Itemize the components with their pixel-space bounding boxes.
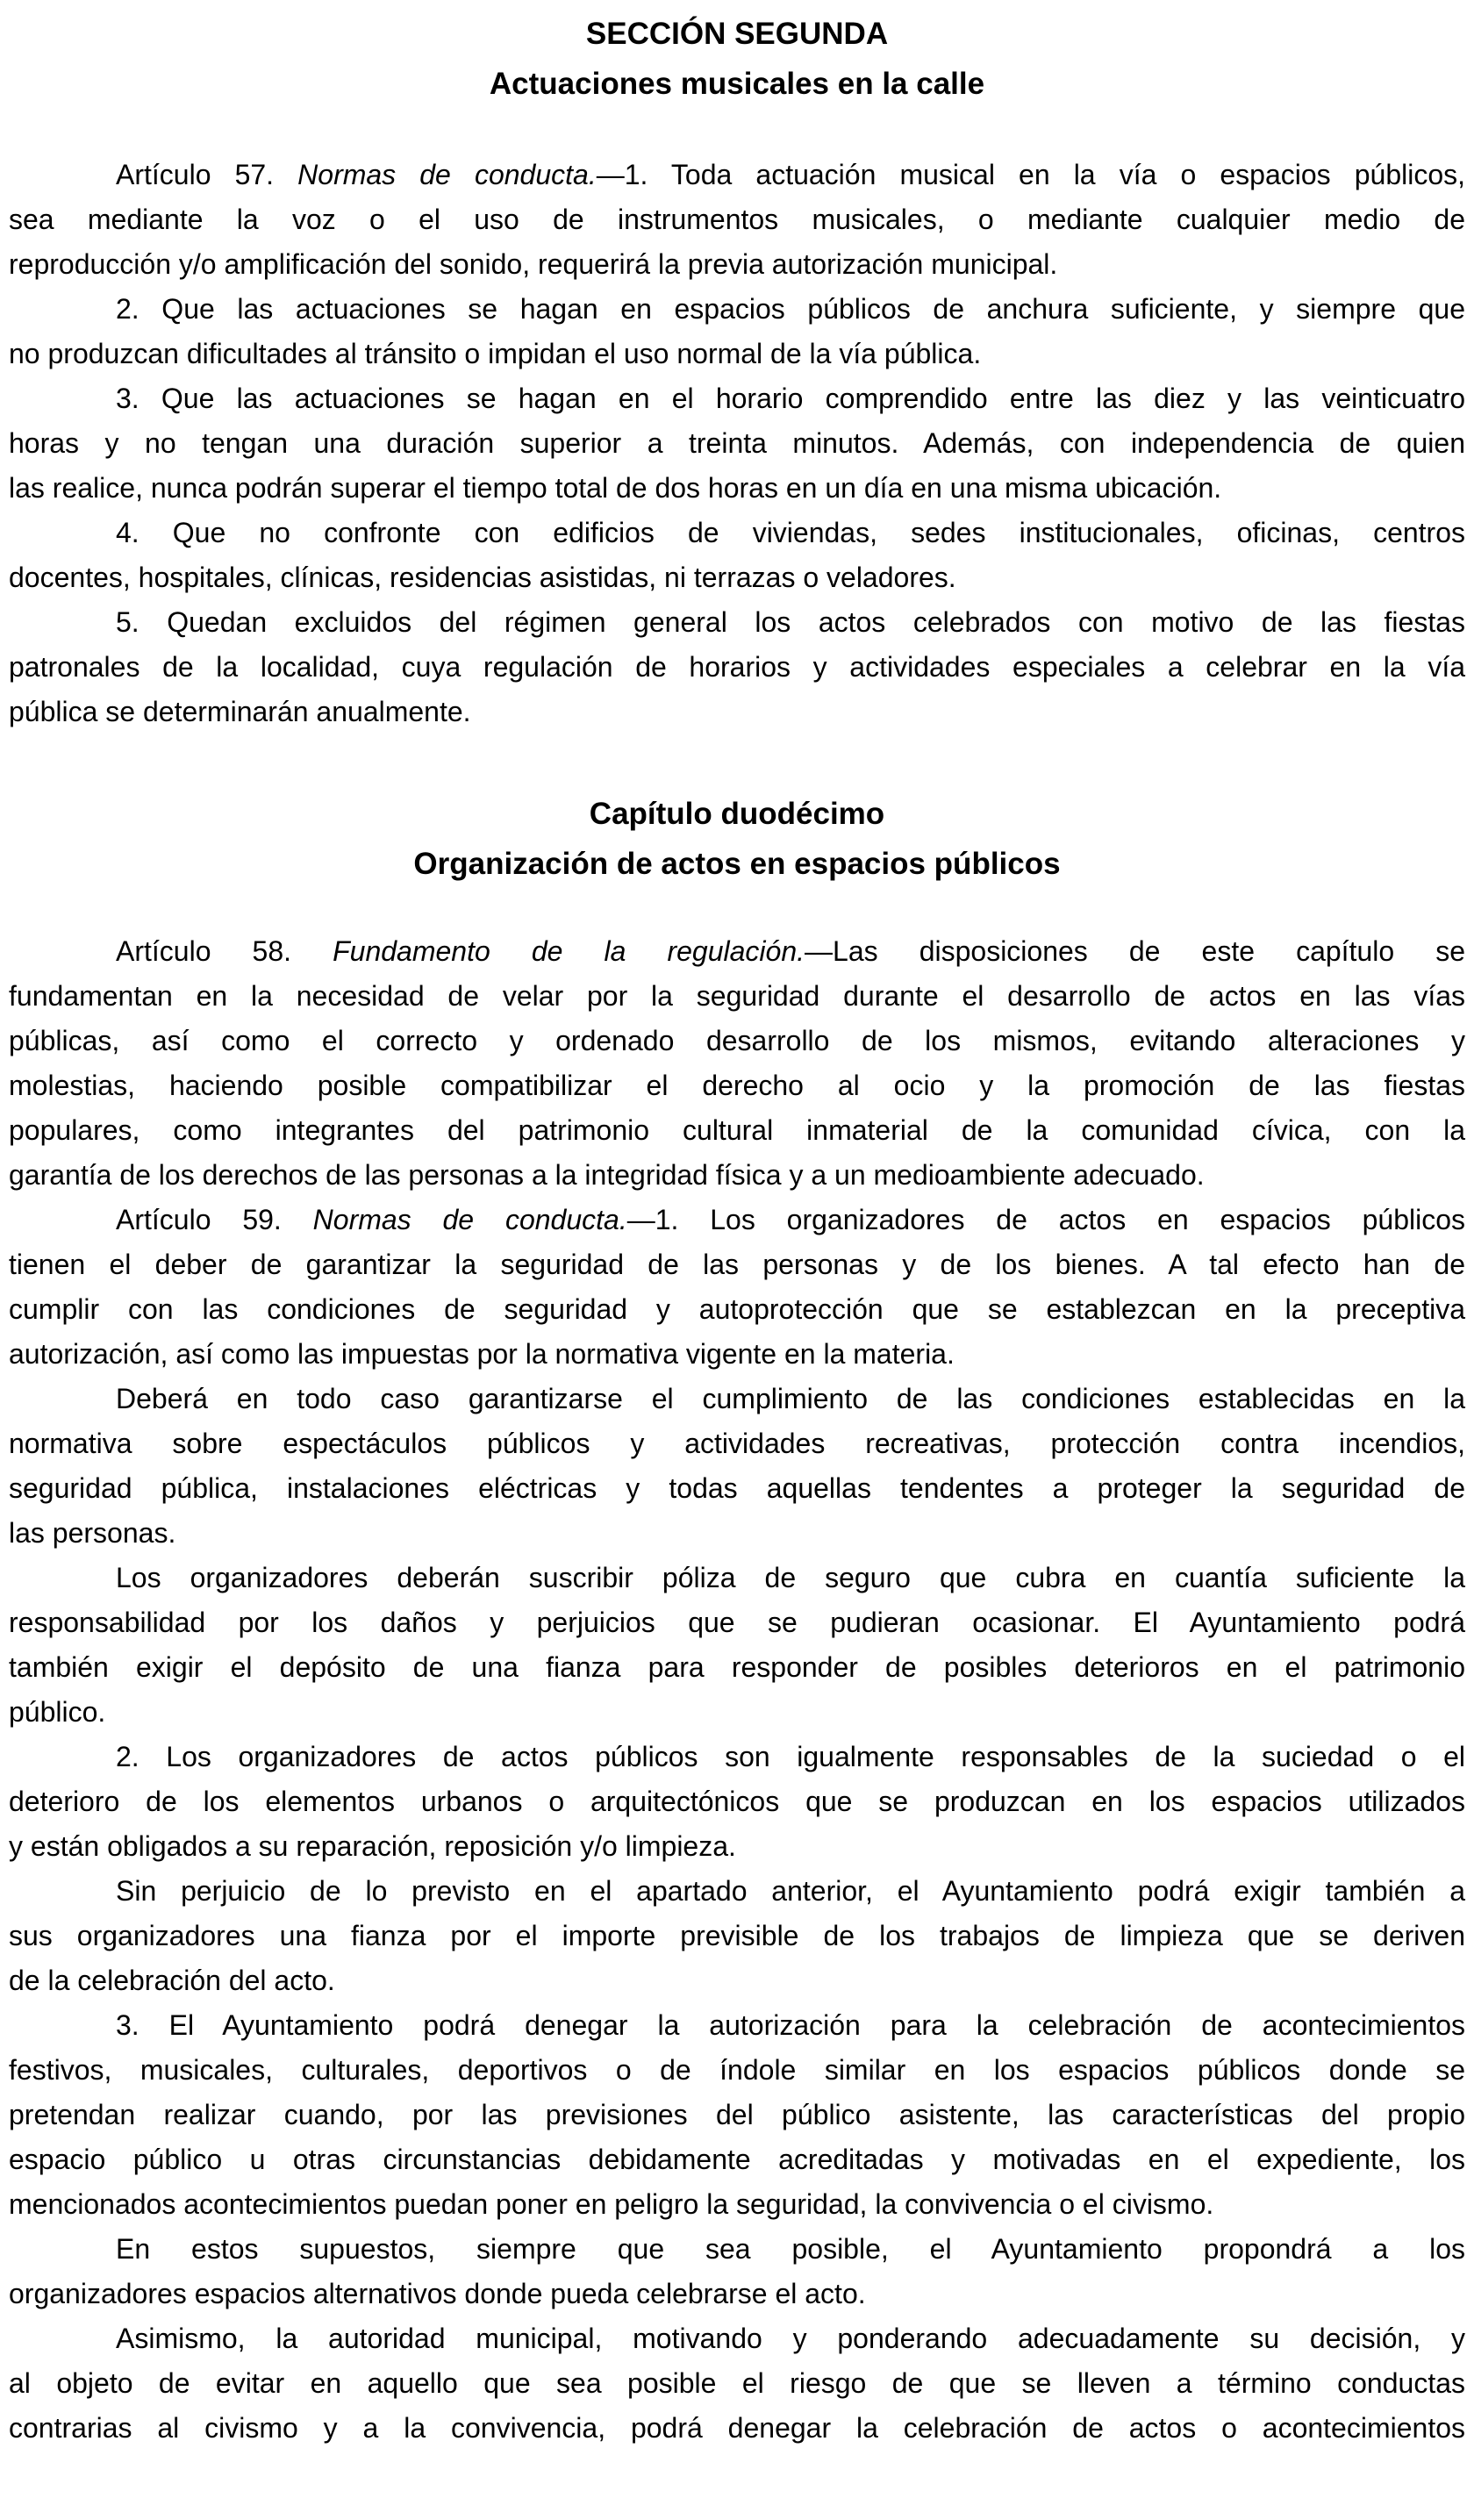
text-line	[9, 2361, 1465, 2406]
text-segment: las realice, nunca podrán superar el tiempo total de dos horas en un día en una misma ubicación.	[9, 472, 1222, 504]
text-line	[9, 645, 1465, 690]
text-line	[9, 600, 1465, 645]
text-segment: festivos, musicales, culturales, deportivos o de índole similar en los espacios públicos donde se	[9, 2054, 1465, 2086]
text-line	[9, 332, 1465, 376]
text-line	[9, 466, 1465, 511]
text-line	[9, 421, 1465, 466]
text-segment: Asimismo, la autoridad municipal, motivando y ponderando adecuadamente su decisión, y	[116, 2323, 1465, 2354]
text-line	[9, 2137, 1465, 2182]
text-segment: públicas, así como el correcto y ordenado desarrollo de los mismos, evitando alteraciones y	[9, 1025, 1465, 1056]
paragraph	[9, 1556, 1465, 1735]
text-line	[9, 974, 1465, 1019]
text-segment: las personas.	[9, 1517, 176, 1549]
text-line	[9, 1556, 1465, 1600]
text-line	[9, 1645, 1465, 1690]
paragraph	[9, 1735, 1465, 1869]
text-line	[9, 1824, 1465, 1869]
text-line	[9, 1600, 1465, 1645]
text-line	[9, 2003, 1465, 2048]
text-segment: 2. Que las actuaciones se hagan en espacios públicos de anchura suficiente, y siempre que	[116, 293, 1465, 325]
heading-line: Organización de actos en espacios públicos	[413, 847, 1061, 881]
paragraph	[9, 600, 1465, 734]
text-line	[9, 2272, 1465, 2316]
text-segment: normativa sobre espectáculos públicos y actividades recreativas, protección contra incendios,	[9, 1428, 1465, 1459]
italic-text-segment: Normas de conducta.	[312, 1204, 627, 1235]
text-segment: también exigir el depósito de una fianza para responder de posibles deterioros en el patrimonio	[9, 1651, 1465, 1683]
text-line	[9, 1869, 1465, 1914]
italic-text-segment: Fundamento de la regulación.	[333, 935, 805, 967]
text-line	[9, 1287, 1465, 1332]
paragraph	[9, 287, 1465, 376]
text-line	[9, 1421, 1465, 1466]
text-segment: —1. Toda actuación musical en la vía o espacios públicos,	[596, 159, 1466, 190]
text-segment: populares, como integrantes del patrimonio cultural inmaterial de la comunidad cívica, con la	[9, 1114, 1465, 1146]
text-line	[9, 1242, 1465, 1287]
text-line	[9, 555, 1465, 600]
text-line	[9, 153, 1465, 197]
text-line	[9, 2227, 1465, 2272]
paragraph	[9, 2316, 1465, 2451]
text-segment: —Las disposiciones de este capítulo se	[805, 935, 1466, 967]
text-line	[9, 1511, 1465, 1556]
section-heading	[9, 9, 1465, 109]
text-segment: tienen el deber de garantizar la seguridad de las personas y de los bienes. A tal efecto han de	[9, 1249, 1465, 1280]
paragraph	[9, 2227, 1465, 2316]
text-segment: organizadores espacios alternativos donde pueda celebrarse el acto.	[9, 2278, 866, 2309]
text-line	[9, 1153, 1465, 1198]
text-segment: sus organizadores una fianza por el importe previsible de los trabajos de limpieza que se deriven	[9, 1920, 1465, 1951]
text-segment: contrarias al civismo y a la convivencia, podrá denegar la celebración de actos o acontecimientos	[9, 2412, 1465, 2444]
text-line	[9, 2406, 1465, 2451]
paragraph	[9, 1377, 1465, 1556]
text-segment: —1. Los organizadores de actos en espacios públicos	[626, 1204, 1466, 1235]
text-segment: 5. Quedan excluidos del régimen general los actos celebrados con motivo de las fiestas	[116, 606, 1465, 638]
paragraph	[9, 1869, 1465, 2003]
text-segment: Artículo 58.	[116, 935, 333, 967]
section-heading	[9, 789, 1465, 889]
text-segment: espacio público u otras circunstancias debidamente acreditadas y motivadas en el expediente, los	[9, 2144, 1465, 2175]
text-segment: de la celebración del acto.	[9, 1965, 335, 1996]
heading-line: SECCIÓN SEGUNDA	[585, 17, 889, 51]
text-line	[9, 511, 1465, 555]
text-line	[9, 1063, 1465, 1108]
text-line	[9, 2048, 1465, 2093]
text-segment: público.	[9, 1696, 106, 1728]
text-line	[9, 287, 1465, 332]
text-line	[9, 242, 1465, 287]
text-segment: reproducción y/o amplificación del sonido, requerirá la previa autorización municipal.	[9, 248, 1058, 280]
text-segment: 3. Que las actuaciones se hagan en el horario comprendido entre las diez y las veinticuatro	[116, 383, 1465, 414]
text-segment: Los organizadores deberán suscribir póliza de seguro que cubra en cuantía suficiente la	[116, 1562, 1465, 1593]
text-segment: garantía de los derechos de las personas a la integridad física y a un medioambiente adecuado.	[9, 1159, 1205, 1191]
text-segment: Deberá en todo caso garantizarse el cumplimiento de las condiciones establecidas en la	[116, 1383, 1465, 1414]
text-line	[9, 1779, 1465, 1824]
text-line	[9, 376, 1465, 421]
heading-line: Capítulo duodécimo	[589, 797, 885, 831]
text-segment: al objeto de evitar en aquello que sea posible el riesgo de que se lleven a término conductas	[9, 2367, 1465, 2399]
text-line	[9, 929, 1465, 974]
text-line	[9, 2316, 1465, 2361]
text-segment: 2. Los organizadores de actos públicos son igualmente responsables de la suciedad o el	[116, 1741, 1465, 1772]
text-segment: patronales de la localidad, cuya regulación de horarios y actividades especiales a celebrar en la vía	[9, 651, 1465, 683]
text-line	[9, 1332, 1465, 1377]
text-line	[9, 1690, 1465, 1735]
text-line	[9, 2182, 1465, 2227]
text-segment: y están obligados a su reparación, reposición y/o limpieza.	[9, 1830, 736, 1862]
text-segment: Sin perjuicio de lo previsto en el apartado anterior, el Ayuntamiento podrá exigir también a	[116, 1875, 1465, 1907]
paragraph	[9, 929, 1465, 1198]
text-line	[9, 1735, 1465, 1779]
document-content	[9, 9, 1465, 2451]
text-segment: no produzcan dificultades al tránsito o impidan el uso normal de la vía pública.	[9, 338, 982, 369]
text-segment: Artículo 59.	[116, 1204, 313, 1235]
paragraph	[9, 511, 1465, 600]
text-line	[9, 1198, 1465, 1242]
heading-line: Actuaciones musicales en la calle	[489, 67, 985, 101]
text-line	[9, 2093, 1465, 2137]
italic-text-segment: Normas de conducta.	[297, 159, 597, 190]
paragraph	[9, 153, 1465, 287]
text-line	[9, 1377, 1465, 1421]
text-line	[9, 1019, 1465, 1063]
text-segment: 4. Que no confronte con edificios de viviendas, sedes institucionales, oficinas, centros	[116, 517, 1465, 548]
text-segment: 3. El Ayuntamiento podrá denegar la autorización para la celebración de acontecimientos	[116, 2009, 1465, 2041]
text-segment: fundamentan en la necesidad de velar por la seguridad durante el desarrollo de actos en las vías	[9, 980, 1465, 1012]
text-segment: Artículo 57.	[116, 159, 298, 190]
paragraph	[9, 376, 1465, 511]
text-line	[9, 1108, 1465, 1153]
text-segment: En estos supuestos, siempre que sea posible, el Ayuntamiento propondrá a los	[116, 2233, 1465, 2265]
paragraph	[9, 2003, 1465, 2227]
text-segment: seguridad pública, instalaciones eléctricas y todas aquellas tendentes a proteger la seguridad de	[9, 1472, 1465, 1504]
text-line	[9, 1914, 1465, 1958]
text-line	[9, 1466, 1465, 1511]
text-segment: sea mediante la voz o el uso de instrumentos musicales, o mediante cualquier medio de	[9, 204, 1465, 235]
text-line	[9, 1958, 1465, 2003]
text-segment: deterioro de los elementos urbanos o arquitectónicos que se produzcan en los espacios utilizados	[9, 1786, 1465, 1817]
text-line	[9, 690, 1465, 734]
text-segment: autorización, así como las impuestas por la normativa vigente en la materia.	[9, 1338, 955, 1370]
text-segment: pública se determinarán anualmente.	[9, 696, 471, 727]
paragraph	[9, 1198, 1465, 1377]
text-line	[9, 197, 1465, 242]
text-segment: horas y no tengan una duración superior a treinta minutos. Además, con independencia de quien	[9, 427, 1465, 459]
text-segment: mencionados acontecimientos puedan poner en peligro la seguridad, la convivencia o el civismo.	[9, 2188, 1214, 2220]
text-segment: cumplir con las condiciones de seguridad y autoprotección que se establezcan en la preceptiva	[9, 1293, 1465, 1325]
text-segment: responsabilidad por los daños y perjuicios que se pudieran ocasionar. El Ayuntamiento podrá	[9, 1607, 1465, 1638]
text-segment: pretendan realizar cuando, por las previsiones del público asistente, las características del propio	[9, 2099, 1465, 2130]
text-segment: docentes, hospitales, clínicas, residencias asistidas, ni terrazas o veladores.	[9, 562, 956, 593]
text-segment: molestias, haciendo posible compatibilizar el derecho al ocio y la promoción de las fiestas	[9, 1070, 1465, 1101]
